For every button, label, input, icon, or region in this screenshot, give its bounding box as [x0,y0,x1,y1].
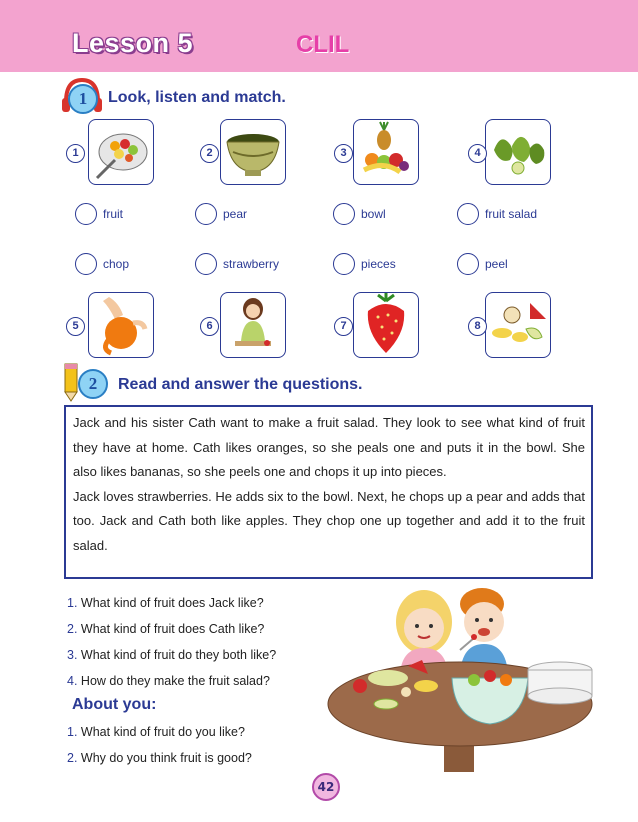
reading-passage [64,405,593,579]
option-label: chop [103,257,130,271]
option-label: fruit salad [485,207,538,221]
picture-7-number: 7 [334,317,353,336]
answer-circle[interactable] [75,253,97,275]
fruit-pile-icon [354,120,418,184]
picture-5-number: 5 [66,317,85,336]
picture-1-number: 1 [66,144,85,163]
option-pieces[interactable] [333,253,396,275]
option-fruit[interactable] [75,203,123,225]
answer-circle[interactable] [195,253,217,275]
question-1: 1. What kind of fruit does Jack like? [67,596,264,610]
about-you-title: About you: [72,696,157,713]
picture-1 [88,119,154,185]
picture-8 [485,292,551,358]
girl-chopping-icon [221,293,285,357]
answer-circle[interactable] [457,253,479,275]
answer-circle[interactable] [195,203,217,225]
option-label: bowl [361,207,386,221]
page-number: 42 [312,773,340,801]
about-question-1: 1. What kind of fruit do you like? [67,725,245,739]
section-1-title: Look, listen and match. [108,89,286,106]
picture-7 [353,292,419,358]
clil-label: CLIL [296,31,350,58]
picture-4 [485,119,551,185]
section-2-title: Read and answer the questions. [118,376,363,393]
pears-icon [486,120,550,184]
question-3: 3. What kind of fruit do they both like? [67,648,277,662]
strawberry-icon [354,293,418,357]
answer-circle[interactable] [75,203,97,225]
option-fruit-salad[interactable] [457,203,537,225]
option-label: fruit [103,207,124,221]
option-label: pieces [361,257,396,271]
answer-circle[interactable] [333,253,355,275]
passage-paragraph: Jack and his sister Cath want to make a fruit salad. They look to see what kind of fruit they have at home. Cath likes oranges, so she peals one and puts it in the bowl. She also likes bananas, so she peels one and chops it up into pieces. [73,415,585,479]
question-4: 4. How do they make the fruit salad? [67,674,270,688]
lesson-title: Lesson 5 [72,28,194,58]
picture-3 [353,119,419,185]
peeling-orange-icon [89,293,153,357]
kids-eating-fruit-illustration [324,574,596,774]
picture-3-number: 3 [334,144,353,163]
bowl-icon [221,120,285,184]
fruit-salad-bowl-icon [89,120,153,184]
option-chop[interactable] [75,253,129,275]
picture-2-number: 2 [200,144,219,163]
section-2-number: 2 [78,369,108,399]
option-bowl[interactable] [333,203,386,225]
answer-circle[interactable] [333,203,355,225]
option-pear[interactable] [195,203,247,225]
section-1-number: 1 [68,84,98,114]
option-strawberry[interactable] [195,253,279,275]
option-label: strawberry [223,257,280,271]
picture-6-number: 6 [200,317,219,336]
about-question-2: 2. Why do you think fruit is good? [67,751,252,765]
fruit-pieces-icon [486,293,550,357]
question-2: 2. What kind of fruit does Cath like? [67,622,265,636]
picture-8-number: 8 [468,317,487,336]
option-peel[interactable] [457,253,508,275]
option-label: pear [223,207,248,221]
passage-paragraph: Jack loves strawberries. He adds six to the bowl. Next, he chops up a pear and adds that too. Jack and Cath both like apples. They chop one up together and add it to the fruit salad. [73,488,585,553]
answer-circle[interactable] [457,203,479,225]
picture-2 [220,119,286,185]
picture-6 [220,292,286,358]
picture-5 [88,292,154,358]
option-label: peel [485,257,508,271]
picture-4-number: 4 [468,144,487,163]
